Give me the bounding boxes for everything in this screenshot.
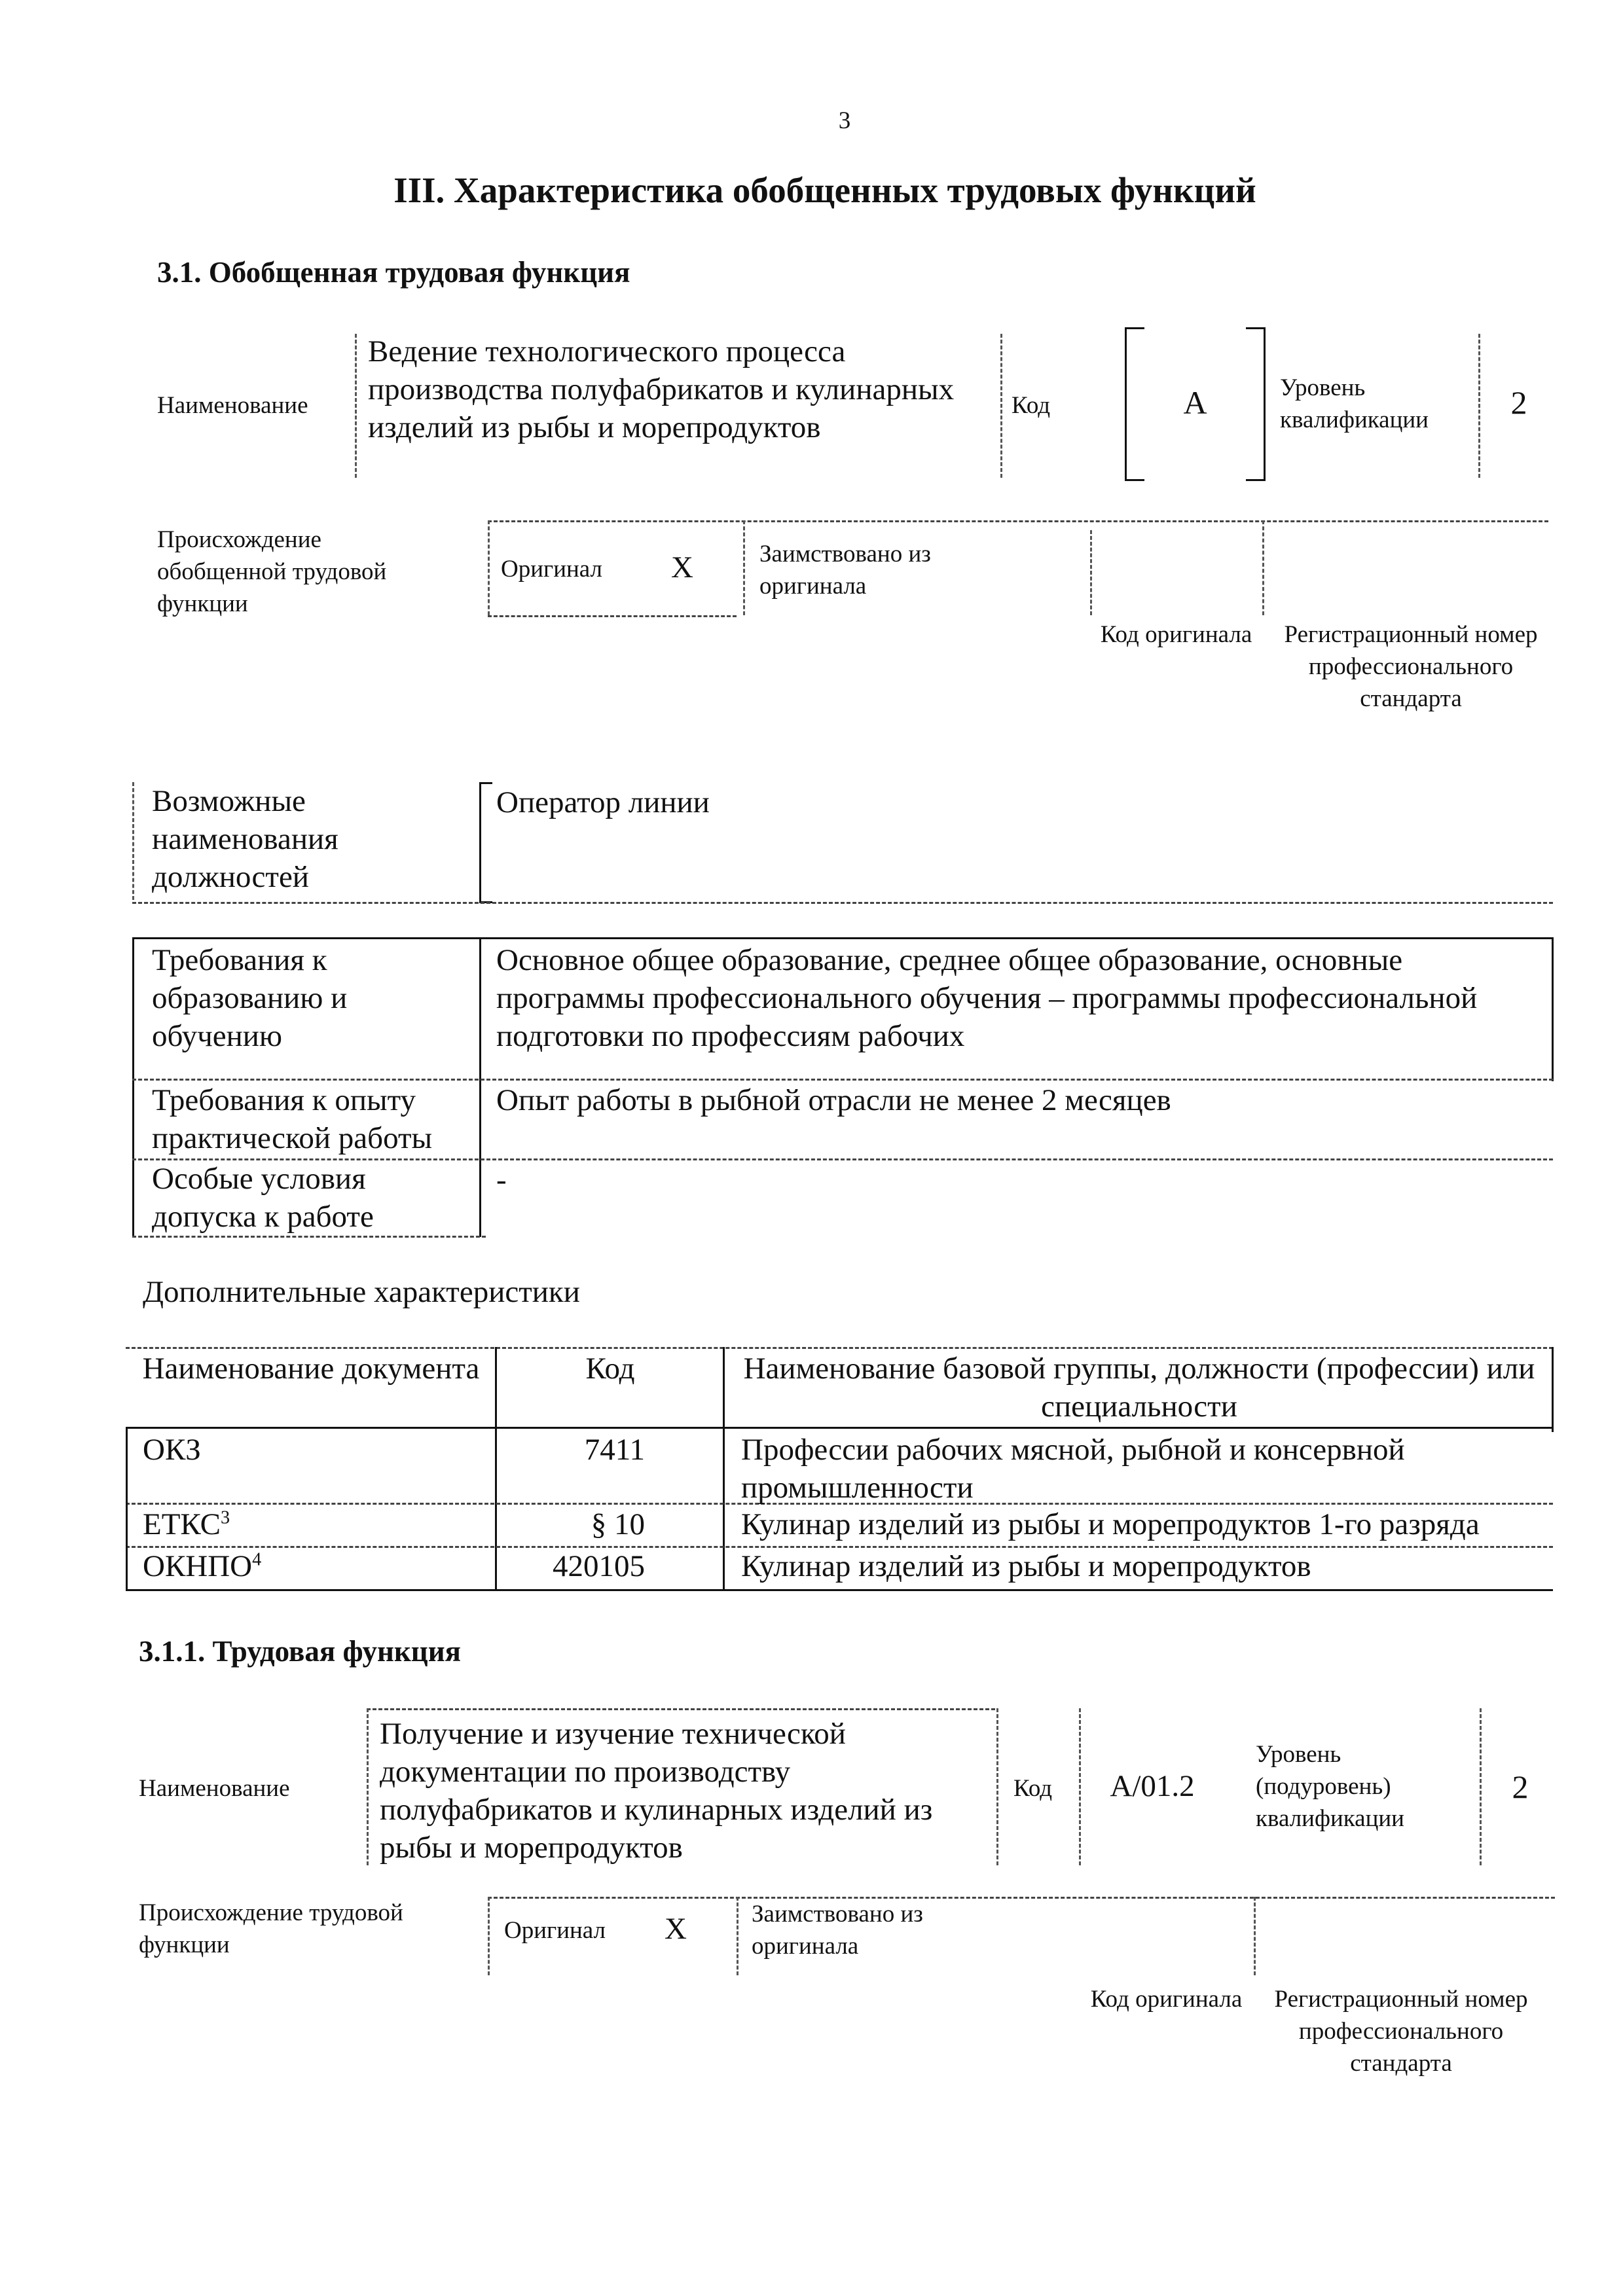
tf-orig-code-caption: Код оригинала xyxy=(1090,1986,1243,2013)
education-value: Основное общее образование, среднее общее образование, основные программы профессионального обучения – программы профессиональной подготовки по профессиям рабочих xyxy=(496,943,1478,1053)
tf-original-mark: X xyxy=(665,1912,687,1946)
additional-heading: Дополнительные характеристики xyxy=(143,1275,580,1309)
table-row-name: Кулинар изделий из рыбы и морепродуктов 1-го разряда xyxy=(741,1507,1480,1541)
tf-borrowed-label: Заимствовано из оригинала xyxy=(752,1901,923,1960)
tf-level-value: 2 xyxy=(1512,1768,1529,1805)
special-label: Особые условия допуска к работе xyxy=(152,1162,374,1234)
section-title: III. Характеристика обобщенных трудовых функций xyxy=(393,170,1256,210)
gtf-heading: 3.1. Обобщенная трудовая функция xyxy=(157,256,630,289)
gtf-orig-code-caption: Код оригинала xyxy=(1100,621,1252,648)
gtf-code-label: Код xyxy=(1012,392,1051,419)
tf-name-label: Наименование xyxy=(139,1775,290,1802)
col-doc-header: Наименование документа xyxy=(142,1352,480,1386)
table-row-name: Кулинар изделий из рыбы и морепродуктов xyxy=(741,1549,1311,1583)
tf-original-label: Оригинал xyxy=(504,1917,606,1944)
page-number: 3 xyxy=(838,107,851,134)
gtf-code-value: А xyxy=(1183,384,1207,421)
tf-level-label: Уровень (подуровень) квалификации xyxy=(1256,1741,1404,1832)
table-row-doc: ОКНПО$^4$ xyxy=(143,1549,262,1583)
gtf-original-mark: X xyxy=(671,550,693,584)
gtf-name-value: Ведение технологического процесса производства полуфабрикатов и кулинарных изделий из рыбы и морепродуктов xyxy=(368,334,955,444)
gtf-level-value: 2 xyxy=(1510,384,1527,421)
tf-origin-label: Происхождение трудовой функции xyxy=(139,1899,403,1958)
experience-label: Требования к опыту практической работы xyxy=(152,1083,433,1155)
positions-label: Возможные наименования должностей xyxy=(152,784,338,894)
col-name-header: Наименование базовой группы, должности (профессии) или специальности xyxy=(743,1352,1535,1424)
gtf-origin-label: Происхождение обобщенной трудовой функции xyxy=(157,526,387,617)
table-row-name: Профессии рабочих мясной, рыбной и консервной промышленности xyxy=(741,1433,1405,1505)
table-row-code: § 10 xyxy=(591,1507,645,1541)
tf-code-label: Код xyxy=(1013,1775,1053,1802)
education-label: Требования к образованию и обучению xyxy=(152,943,348,1053)
tf-code-value: А/01.2 xyxy=(1110,1769,1195,1803)
tf-heading: 3.1.1. Трудовая функция xyxy=(139,1635,462,1668)
gtf-level-label: Уровень квалификации xyxy=(1280,374,1429,433)
table-row-doc: ЕТКС$^3$ xyxy=(143,1507,230,1541)
table-row-code: 420105 xyxy=(553,1549,645,1583)
gtf-original-label: Оригинал xyxy=(501,556,603,583)
special-value: - xyxy=(496,1163,507,1197)
tf-reg-number-caption: Регистрационный номер профессионального стандарта xyxy=(1274,1986,1528,2077)
gtf-reg-number-caption: Регистрационный номер профессионального стандарта xyxy=(1284,621,1538,712)
table-row-code: 7411 xyxy=(584,1433,645,1467)
experience-value: Опыт работы в рыбной отрасли не менее 2 месяцев xyxy=(496,1083,1171,1117)
gtf-borrowed-label: Заимствовано из оригинала xyxy=(759,541,931,600)
gtf-name-label: Наименование xyxy=(157,392,308,419)
table-row-doc: ОКЗ xyxy=(143,1433,201,1467)
tf-name-value: Получение и изучение технической документации по производству полуфабрикатов и кулинарных изделий из рыбы и морепродуктов xyxy=(380,1717,933,1865)
positions-value: Оператор линии xyxy=(496,785,710,819)
col-code-header: Код xyxy=(585,1352,635,1386)
